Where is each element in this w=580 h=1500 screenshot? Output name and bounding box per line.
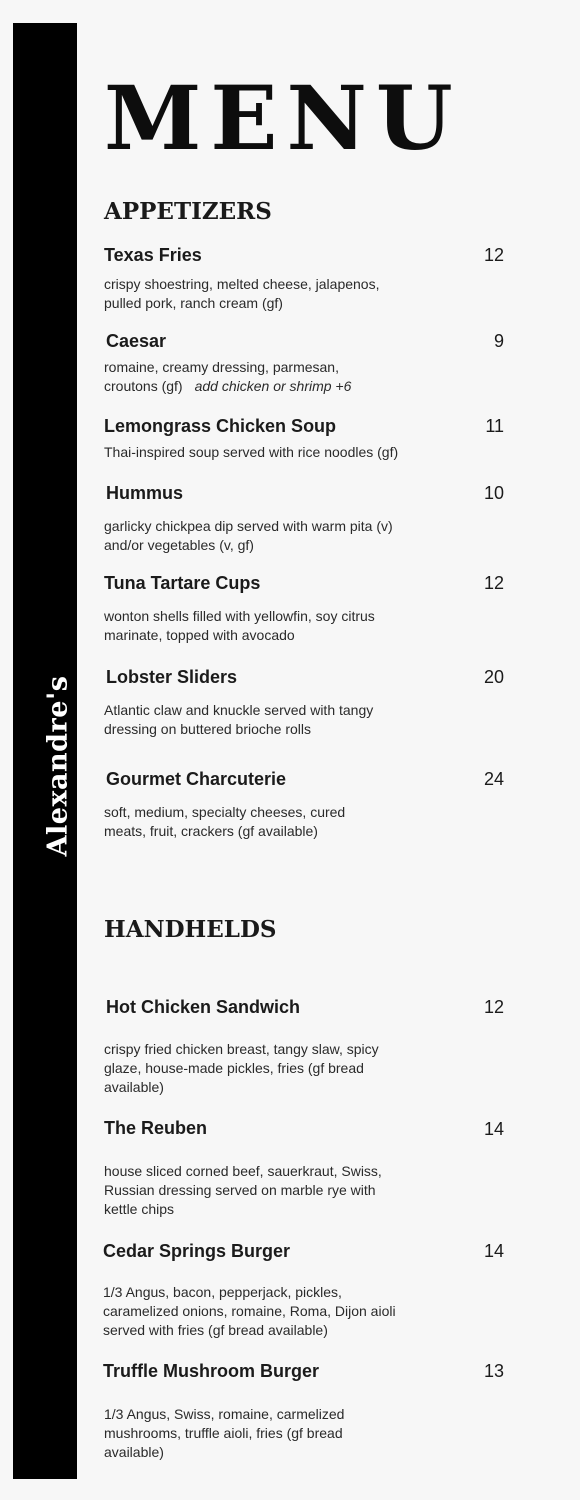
section-heading-handhelds: HANDHELDS	[104, 916, 277, 943]
item-addon: add chicken or shrimp +6	[194, 378, 352, 394]
item-price: 9	[493, 331, 504, 351]
item-description: 1/3 Angus, bacon, pepperjack, pickles, caramelized onions, romaine, Roma, Dijon aioli served with fries (gf bread available)	[103, 1284, 396, 1338]
brand-name: Alexandre's	[42, 675, 74, 857]
item-price: 12	[483, 997, 504, 1017]
item-price: 11	[485, 416, 504, 436]
item-name: Hot Chicken Sandwich	[106, 997, 301, 1017]
item-description: 1/3 Angus, Swiss, romaine, carmelized mushrooms, truffle aioli, fries (gf bread available)	[104, 1406, 345, 1460]
item-name: Lobster Sliders	[106, 667, 238, 687]
item-description: wonton shells filled with yellowfin, soy citrus marinate, topped with avocado	[104, 608, 375, 643]
item-description: soft, medium, specialty cheeses, cured meats, fruit, crackers (gf available)	[104, 804, 346, 839]
item-description: garlicky chickpea dip served with warm pita (v) and/or vegetables (v, gf)	[104, 518, 393, 553]
item-name: Texas Fries	[104, 245, 202, 265]
item-price: 12	[483, 245, 504, 265]
item-price: 14	[483, 1119, 504, 1139]
item-price: 13	[483, 1361, 504, 1381]
item-name: Cedar Springs Burger	[103, 1241, 291, 1261]
section-heading-appetizers: APPETIZERS	[104, 198, 272, 225]
item-description: Thai-inspired soup served with rice noodles (gf)	[104, 444, 399, 460]
item-name: Hummus	[106, 483, 184, 503]
item-description: Atlantic claw and knuckle served with tangy dressing on buttered brioche rolls	[104, 702, 374, 737]
item-name: Caesar	[106, 331, 167, 351]
item-description-text: romaine, creamy dressing, parmesan, croutons (gf)	[104, 359, 339, 394]
item-price: 24	[483, 769, 504, 789]
item-price: 12	[483, 573, 504, 593]
sidebar-band	[13, 23, 77, 1479]
item-name: Gourmet Charcuterie	[106, 769, 287, 789]
item-name: Lemongrass Chicken Soup	[104, 416, 337, 436]
item-price: 10	[483, 483, 504, 503]
menu-title: MENU	[104, 66, 462, 170]
item-price: 14	[483, 1241, 504, 1261]
item-description	[104, 358, 384, 396]
item-name: The Reuben	[104, 1118, 208, 1138]
item-description: crispy fried chicken breast, tangy slaw, spicy glaze, house-made pickles, fries (gf bread available)	[104, 1041, 379, 1095]
item-name: Tuna Tartare Cups	[104, 573, 261, 593]
item-description: crispy shoestring, melted cheese, jalapenos, pulled pork, ranch cream (gf)	[104, 276, 380, 311]
item-price: 20	[483, 667, 504, 687]
item-description: house sliced corned beef, sauerkraut, Swiss, Russian dressing served on marble rye with kettle chips	[104, 1163, 382, 1217]
item-name: Truffle Mushroom Burger	[103, 1361, 320, 1381]
